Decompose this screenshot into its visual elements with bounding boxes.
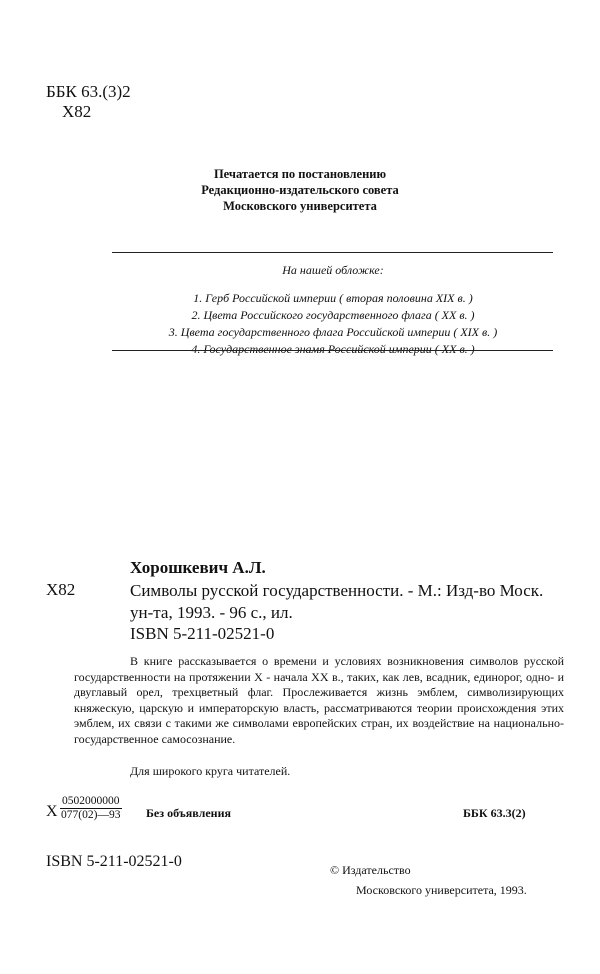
copyright-line: Московского университета, 1993.	[356, 883, 527, 897]
card-title-line: Символы русской государственности. - М.: Изд-во Моск.	[130, 581, 544, 600]
card-title-line: ун-та, 1993. - 96 с., ил.	[130, 603, 293, 622]
abstract-text: В книге рассказывается о времени и условиях возникновения символов русской государственности на протяжении X - начала XX в., таких, как лев, всадник, единорог, одно- и двуглавый орел, трехцветный флаг. Прослеживается жизнь эмблем, символизирующих княжескую, царскую и императорскую власть, рассматриваются теории происхождения этих эмблем, их связи с такими же символами европейских стран, их воздействие на национально-государственное самосознание.	[74, 654, 564, 746]
cover-item: 2. Цвета Российского государственного флага ( XX в. )	[191, 308, 475, 322]
bbk-right: ББК 63.3(2)	[463, 806, 526, 820]
card-title	[130, 580, 543, 624]
audience-note: Для широкого круга читателей.	[130, 764, 291, 778]
approval-line: Печатается по постановлению	[213, 167, 387, 181]
author-index: Х82	[62, 102, 92, 121]
card-author: Хорошкевич А.Л.	[130, 558, 266, 577]
cover-item: 1. Герб Российской империи ( вторая половина XIX в. )	[193, 291, 473, 305]
card-isbn: ISBN 5-211-02521-0	[130, 624, 275, 643]
cover-heading: На нашей обложке:	[282, 263, 384, 277]
cover-item: 3. Цвета государственного флага Российской империи ( XIX в. )	[168, 325, 498, 339]
classification-letter: X	[46, 803, 58, 820]
top-divider	[112, 252, 553, 253]
cover-description	[100, 263, 566, 358]
bottom-divider	[112, 350, 553, 351]
bbk-code: ББК 63.(3)2	[46, 82, 131, 101]
bbk-block	[46, 82, 131, 122]
cover-item: 4. Государственное знамя Российской империи ( XX в. )	[191, 342, 475, 356]
fraction-denominator: 077(02)—93	[61, 809, 121, 821]
copyright-block	[330, 860, 527, 900]
copyright-line: © Издательство	[330, 863, 411, 877]
approval-line: Редакционно-издательского совета	[201, 183, 399, 197]
no-announcement: Без объявления	[146, 806, 231, 820]
isbn-bottom: ISBN 5-211-02521-0	[46, 853, 182, 870]
fraction-numerator: 0502000000	[62, 795, 120, 807]
approval-note	[0, 166, 600, 214]
card-index: Х82	[46, 580, 76, 599]
classification-fraction	[60, 795, 122, 822]
approval-line: Московского университета	[223, 199, 377, 213]
